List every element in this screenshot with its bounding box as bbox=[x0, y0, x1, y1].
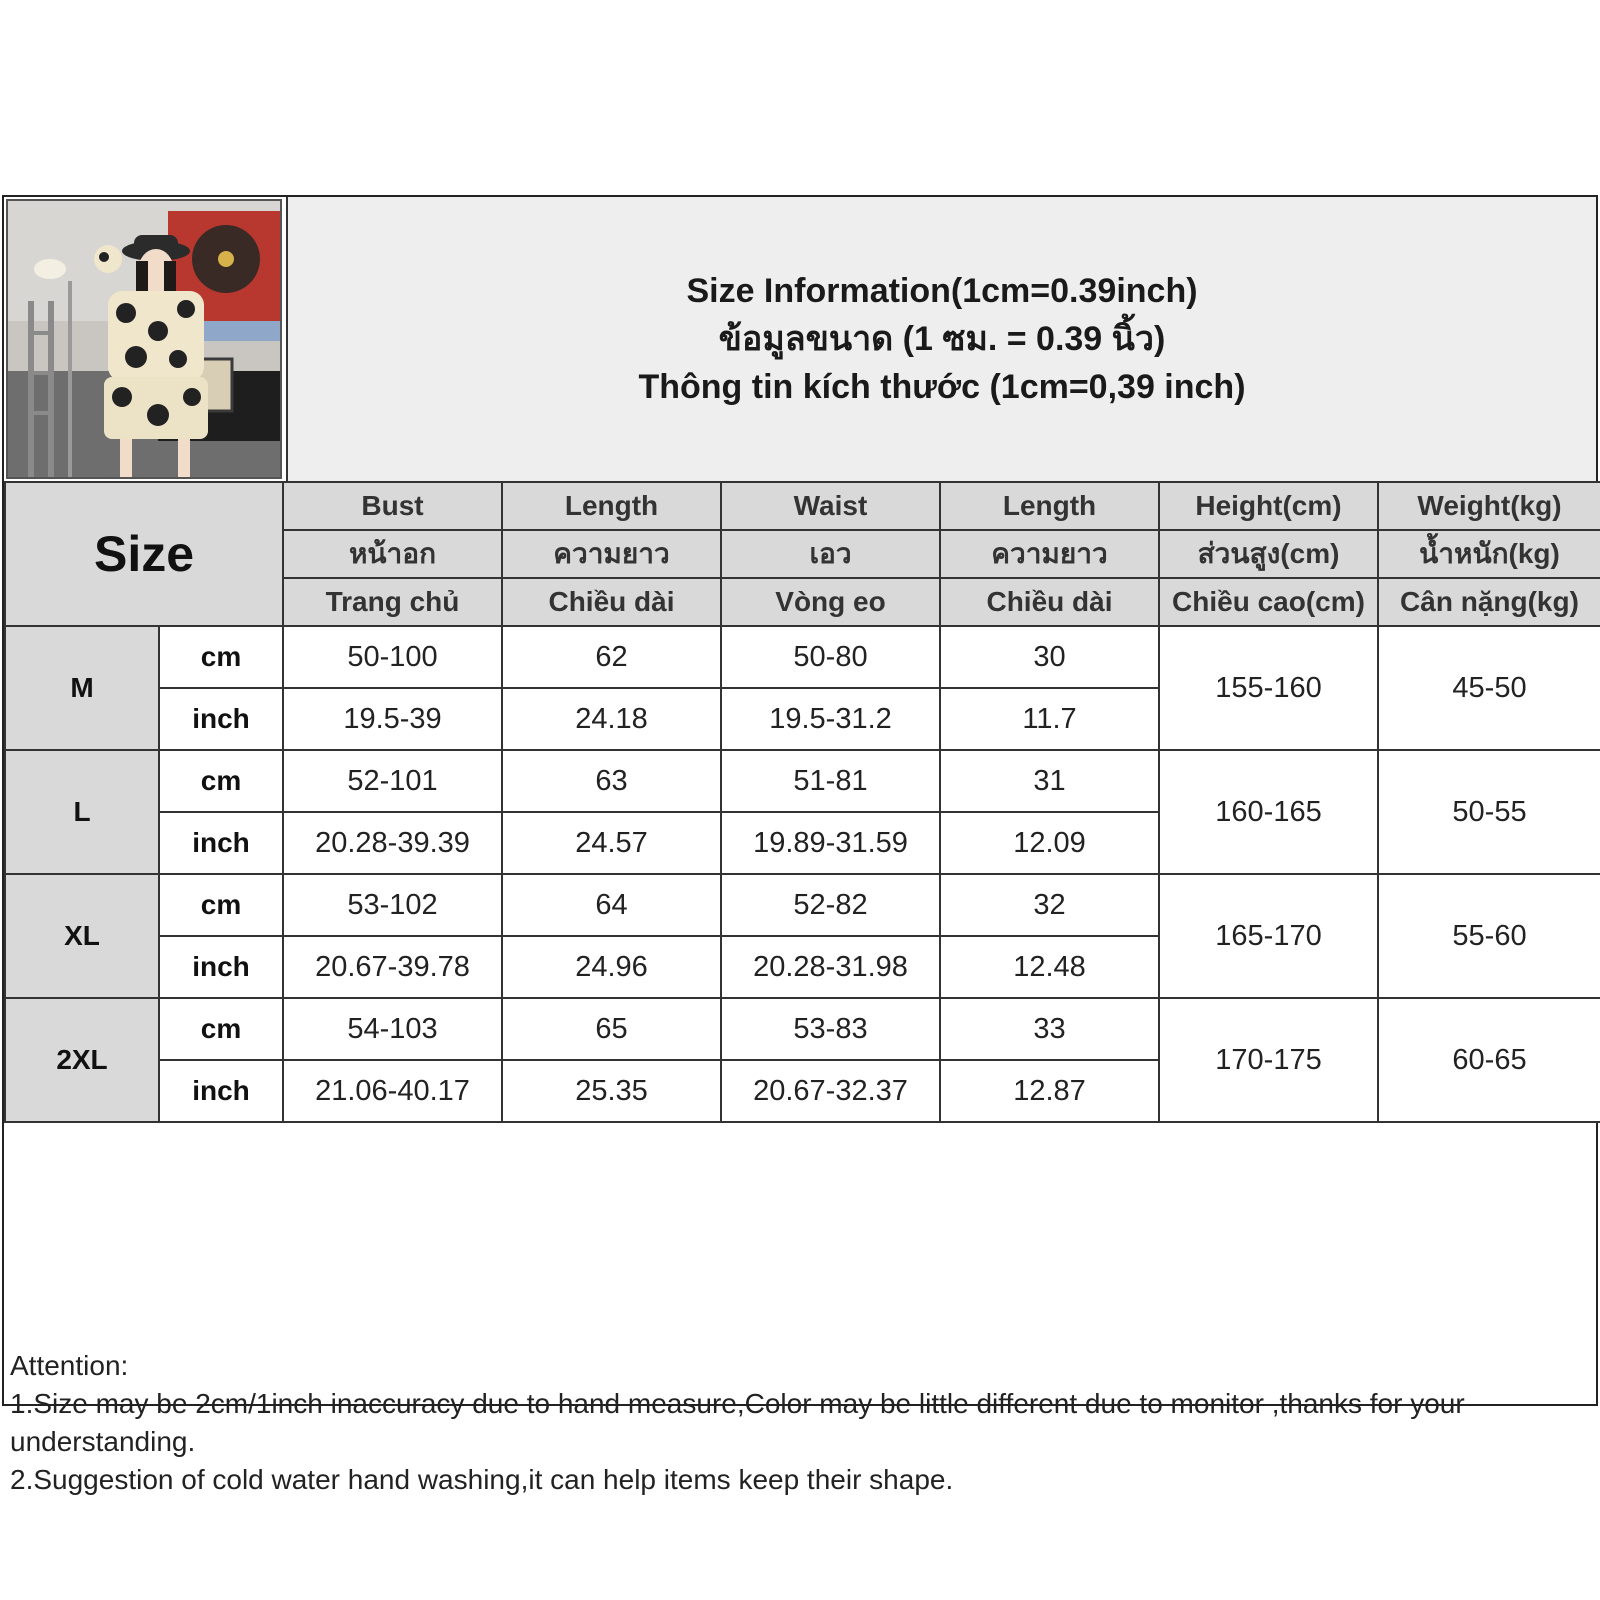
pants-length-cm-value: 31 bbox=[940, 750, 1159, 812]
height-value: 155-160 bbox=[1159, 626, 1378, 750]
bust-inch-value: 20.67-39.78 bbox=[283, 936, 502, 998]
length-inch-value: 24.96 bbox=[502, 936, 721, 998]
unit-inch: inch bbox=[159, 688, 283, 750]
weight-value: 60-65 bbox=[1378, 998, 1600, 1122]
size-header: Size bbox=[5, 482, 283, 626]
col-header-en: Height(cm) bbox=[1159, 482, 1378, 530]
waist-cm-value: 52-82 bbox=[721, 874, 940, 936]
col-header-vi: Chiều dài bbox=[940, 578, 1159, 626]
col-header-en: Waist bbox=[721, 482, 940, 530]
title-english: Size Information(1cm=0.39inch) bbox=[686, 272, 1198, 310]
bust-inch-value: 20.28-39.39 bbox=[283, 812, 502, 874]
col-header-th: หน้าอก bbox=[283, 530, 502, 578]
pants-length-cm-value: 33 bbox=[940, 998, 1159, 1060]
col-header-vi: Trang chủ bbox=[283, 578, 502, 626]
notes-line-1: 1.Size may be 2cm/1inch inaccuracy due to hand measure,Color may be little different due to monitor ,thanks for your understanding. bbox=[10, 1388, 1465, 1457]
col-header-vi: Cân nặng(kg) bbox=[1378, 578, 1600, 626]
length-inch-value: 25.35 bbox=[502, 1060, 721, 1122]
col-header-en: Bust bbox=[283, 482, 502, 530]
size-chart-sheet bbox=[2, 195, 1598, 1495]
unit-cm: cm bbox=[159, 750, 283, 812]
col-header-vi: Vòng eo bbox=[721, 578, 940, 626]
length-cm-value: 65 bbox=[502, 998, 721, 1060]
length-inch-value: 24.18 bbox=[502, 688, 721, 750]
col-header-vi: Chiều dài bbox=[502, 578, 721, 626]
size-info-header bbox=[286, 197, 1596, 481]
length-inch-value: 24.57 bbox=[502, 812, 721, 874]
col-header-th: เอว bbox=[721, 530, 940, 578]
height-value: 170-175 bbox=[1159, 998, 1378, 1122]
waist-cm-value: 51-81 bbox=[721, 750, 940, 812]
waist-inch-value: 19.5-31.2 bbox=[721, 688, 940, 750]
notes-line-2: 2.Suggestion of cold water hand washing,it can help items keep their shape. bbox=[10, 1464, 954, 1495]
waist-inch-value: 19.89-31.59 bbox=[721, 812, 940, 874]
col-header-th: ส่วนสูง(cm) bbox=[1159, 530, 1378, 578]
waist-cm-value: 50-80 bbox=[721, 626, 940, 688]
col-header-en: Weight(kg) bbox=[1378, 482, 1600, 530]
bust-cm-value: 50-100 bbox=[283, 626, 502, 688]
unit-inch: inch bbox=[159, 812, 283, 874]
col-header-th: ความยาว bbox=[502, 530, 721, 578]
size-label: L bbox=[5, 750, 159, 874]
bust-cm-value: 52-101 bbox=[283, 750, 502, 812]
model-photo-icon bbox=[8, 201, 280, 477]
size-label: XL bbox=[5, 874, 159, 998]
size-label: M bbox=[5, 626, 159, 750]
bust-cm-value: 54-103 bbox=[283, 998, 502, 1060]
title-thai: ข้อมูลขนาด (1 ซม. = 0.39 นิ้ว) bbox=[718, 320, 1166, 358]
length-cm-value: 62 bbox=[502, 626, 721, 688]
waist-inch-value: 20.28-31.98 bbox=[721, 936, 940, 998]
bust-inch-value: 19.5-39 bbox=[283, 688, 502, 750]
col-header-en: Length bbox=[502, 482, 721, 530]
attention-notes bbox=[10, 1347, 1590, 1499]
size-table bbox=[4, 481, 1600, 1123]
height-value: 160-165 bbox=[1159, 750, 1378, 874]
pants-length-cm-value: 30 bbox=[940, 626, 1159, 688]
unit-cm: cm bbox=[159, 874, 283, 936]
size-label: 2XL bbox=[5, 998, 159, 1122]
unit-cm: cm bbox=[159, 626, 283, 688]
length-cm-value: 64 bbox=[502, 874, 721, 936]
weight-value: 50-55 bbox=[1378, 750, 1600, 874]
col-header-vi: Chiều cao(cm) bbox=[1159, 578, 1378, 626]
notes-heading: Attention: bbox=[10, 1350, 129, 1381]
pants-length-cm-value: 32 bbox=[940, 874, 1159, 936]
col-header-en: Length bbox=[940, 482, 1159, 530]
unit-cm: cm bbox=[159, 998, 283, 1060]
bust-cm-value: 53-102 bbox=[283, 874, 502, 936]
col-header-th: ความยาว bbox=[940, 530, 1159, 578]
pants-length-inch-value: 12.09 bbox=[940, 812, 1159, 874]
pants-length-inch-value: 11.7 bbox=[940, 688, 1159, 750]
height-value: 165-170 bbox=[1159, 874, 1378, 998]
pants-length-inch-value: 12.48 bbox=[940, 936, 1159, 998]
product-photo bbox=[6, 199, 282, 479]
col-header-th: น้ำหนัก(kg) bbox=[1378, 530, 1600, 578]
weight-value: 45-50 bbox=[1378, 626, 1600, 750]
bust-inch-value: 21.06-40.17 bbox=[283, 1060, 502, 1122]
unit-inch: inch bbox=[159, 1060, 283, 1122]
unit-inch: inch bbox=[159, 936, 283, 998]
title-vietnamese: Thông tin kích thước (1cm=0,39 inch) bbox=[638, 368, 1246, 406]
pants-length-inch-value: 12.87 bbox=[940, 1060, 1159, 1122]
waist-cm-value: 53-83 bbox=[721, 998, 940, 1060]
weight-value: 55-60 bbox=[1378, 874, 1600, 998]
length-cm-value: 63 bbox=[502, 750, 721, 812]
waist-inch-value: 20.67-32.37 bbox=[721, 1060, 940, 1122]
